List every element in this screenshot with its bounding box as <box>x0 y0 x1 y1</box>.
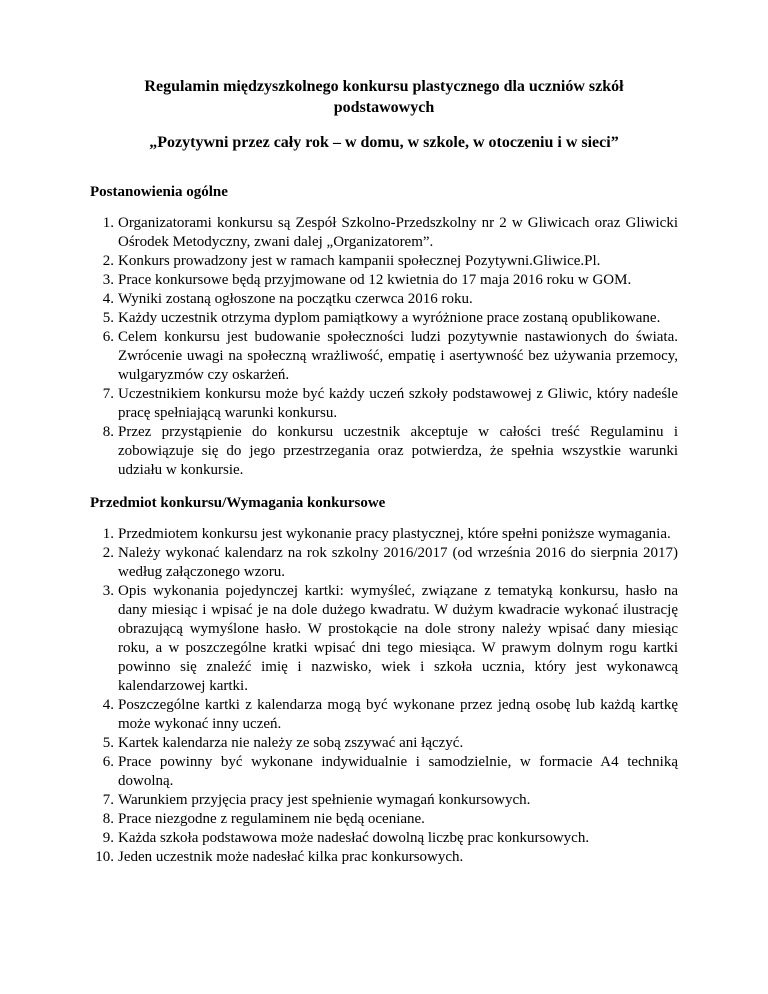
item-text: Jeden uczestnik może nadesłać kilka prac konkursowych. <box>118 849 464 865</box>
item-text: Uczestnikiem konkursu może być każdy uczeń szkoły podstawowej z Gliwic, który nadeśle pracę spełniającą warunki konkursu. <box>118 386 678 421</box>
item-text: Celem konkursu jest budowanie społeczności ludzi pozytywnie nastawionych do świata. Zwrócenie uwagi na społeczną wrażliwość, empatię i asertywność bez używania przemocy, wulgaryzmów czy oskarżeń. <box>118 329 678 383</box>
item-number: 6. <box>102 754 114 770</box>
item-text: Kartek kalendarza nie należy ze sobą zszywać ani łączyć. <box>118 735 464 751</box>
list-item <box>90 252 678 271</box>
item-number: 4. <box>102 697 114 713</box>
item-number: 9. <box>102 830 114 846</box>
item-text: Prace konkursowe będą przyjmowane od 12 kwietnia do 17 maja 2016 roku w GOM. <box>118 272 632 288</box>
item-text: Opis wykonania pojedynczej kartki: wymyśleć, związane z tematyką konkursu, hasło na dany miesiąc i wpisać je na dole dużego kwadratu. W dużym kwadracie wykonać ilustrację obrazującą wymyślone hasło. W prostokącie na dole strony należy wpisać dany miesiąc roku, a w poszczególne kratki wpisać dni tego miesiąca. W prawym dolnym rogu kartki powinno się znaleźć imię i nazwisko, wiek i szkoła ucznia, który jest wykonawcą kalendarzowej kartki. <box>118 583 678 694</box>
item-text: Przedmiotem konkursu jest wykonanie pracy plastycznej, które spełni poniższe wymagania. <box>118 526 671 542</box>
document-subtitle: „Pozytywni przez cały rok – w domu, w szkole, w otoczeniu i w sieci” <box>149 134 619 151</box>
item-number: 2. <box>102 253 114 269</box>
item-number: 5. <box>102 310 114 326</box>
item-number: 7. <box>102 386 114 402</box>
list-item <box>90 810 678 829</box>
list-item <box>90 848 678 867</box>
list-item <box>90 328 678 385</box>
item-text: Każda szkoła podstawowa może nadesłać dowolną liczbę prac konkursowych. <box>118 830 590 846</box>
list-item <box>90 734 678 753</box>
list-item <box>90 423 678 480</box>
list-item <box>90 271 678 290</box>
item-number: 1. <box>102 215 114 231</box>
list-item <box>90 309 678 328</box>
item-text: Wyniki zostaną ogłoszone na początku czerwca 2016 roku. <box>118 291 473 307</box>
title-line-1: Regulamin międzyszkolnego konkursu plastycznego dla uczniów szkół <box>144 78 624 95</box>
item-number: 8. <box>102 424 114 440</box>
list-item <box>90 696 678 734</box>
list-item <box>90 290 678 309</box>
item-text: Każdy uczestnik otrzyma dyplom pamiątkowy a wyróżnione prace zostaną opublikowane. <box>118 310 661 326</box>
item-number: 5. <box>102 735 114 751</box>
item-text: Należy wykonać kalendarz na rok szkolny 2016/2017 (od września 2016 do sierpnia 2017) według załączonego wzoru. <box>118 545 678 580</box>
list-item <box>90 385 678 423</box>
list-item <box>90 791 678 810</box>
title-line-2: podstawowych <box>333 99 435 116</box>
item-number: 2. <box>102 545 114 561</box>
item-text: Konkurs prowadzony jest w ramach kampanii społecznej Pozytywni.Gliwice.Pl. <box>118 253 601 269</box>
item-number: 7. <box>102 792 114 808</box>
list-item <box>90 753 678 791</box>
item-text: Prace powinny być wykonane indywidualnie i samodzielnie, w formacie A4 techniką dowolną. <box>118 754 678 789</box>
list-item <box>90 544 678 582</box>
item-number: 4. <box>102 291 114 307</box>
item-text: Prace niezgodne z regulaminem nie będą oceniane. <box>118 811 425 827</box>
general-provisions-list <box>90 214 678 480</box>
list-item <box>90 214 678 252</box>
document-title <box>90 76 678 118</box>
item-number: 3. <box>102 272 114 288</box>
section-heading-general: Postanowienia ogólne <box>90 184 228 200</box>
list-item <box>90 829 678 848</box>
item-text: Poszczególne kartki z kalendarza mogą być wykonane przez jedną osobę lub każdą kartkę może wykonać inny uczeń. <box>118 697 678 732</box>
list-item <box>90 582 678 696</box>
item-number: 8. <box>102 811 114 827</box>
item-number: 10. <box>95 849 114 865</box>
item-text: Przez przystąpienie do konkursu uczestnik akceptuje w całości treść Regulaminu i zobowiązuje się do jego przestrzegania oraz potwierdza, że spełnia wszystkie warunki udziału w konkursie. <box>118 424 678 478</box>
item-number: 1. <box>102 526 114 542</box>
section-heading-requirements: Przedmiot konkursu/Wymagania konkursowe <box>90 495 386 511</box>
item-text: Organizatorami konkursu są Zespół Szkolno-Przedszkolny nr 2 w Gliwicach oraz Gliwicki Ośrodek Metodyczny, zwani dalej „Organizatorem”. <box>118 215 678 250</box>
requirements-list <box>90 525 678 867</box>
list-item <box>90 525 678 544</box>
item-text: Warunkiem przyjęcia pracy jest spełnienie wymagań konkursowych. <box>118 792 531 808</box>
item-number: 3. <box>102 583 114 599</box>
item-number: 6. <box>102 329 114 345</box>
